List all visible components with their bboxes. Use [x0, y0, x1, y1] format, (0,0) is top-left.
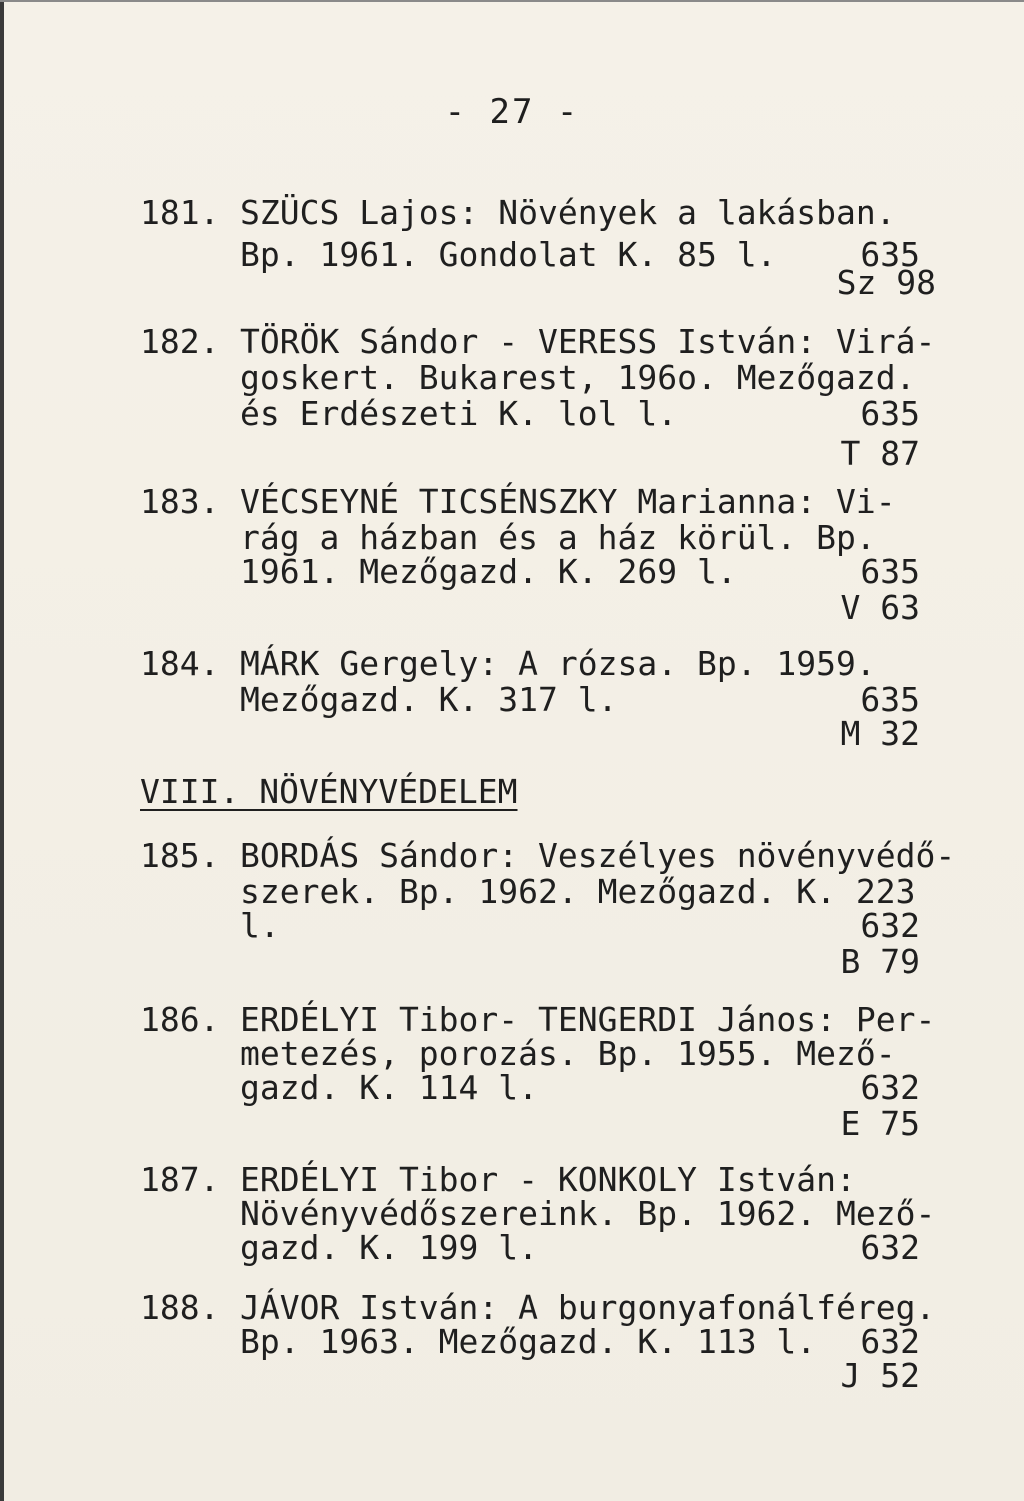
call-number-author: M 32: [840, 714, 920, 753]
call-number-author: J 52: [840, 1356, 920, 1395]
entry-text-line: 1961. Mezőgazd. K. 269 l.: [240, 552, 737, 591]
call-number-author: B 79: [840, 942, 920, 981]
entry-text-line: BORDÁS Sándor: Veszélyes növényvédő-: [240, 836, 956, 875]
call-number-author: Sz 98: [836, 263, 936, 302]
entry-text-line: goskert. Bukarest, 196o. Mezőgazd.: [240, 358, 916, 397]
entry-text-line: gazd. K. 199 l.: [240, 1228, 539, 1267]
entry-text-line: Bp. 1963. Mezőgazd. K. 113 l.: [240, 1322, 817, 1361]
entry-text-line: rág a házban és a ház körül. Bp.: [240, 518, 876, 557]
call-number-class: 635: [860, 680, 920, 719]
call-number-author: V 63: [840, 588, 920, 627]
entry-text-line: l.: [240, 906, 280, 945]
call-number-class: 635: [860, 394, 920, 433]
call-number-class: 635: [860, 235, 920, 274]
entry-text-line: ERDÉLYI Tibor- TENGERDI János: Per-: [240, 1000, 936, 1039]
page-left-edge: [0, 0, 4, 1501]
entry-text-line: VÉCSEYNÉ TICSÉNSZKY Marianna: Vi-: [240, 482, 896, 521]
page-number: - 27 -: [444, 92, 580, 132]
call-number-class: 632: [860, 1228, 920, 1267]
entry-number: 184.: [140, 644, 220, 683]
entry-text-line: ERDÉLYI Tibor - KONKOLY István:: [240, 1160, 856, 1199]
entry-text-line: Mezőgazd. K. 317 l.: [240, 680, 618, 719]
entry-number: 186.: [140, 1000, 220, 1039]
entry-text-line: metezés, porozás. Bp. 1955. Mező-: [240, 1034, 896, 1073]
entry-number: 181.: [140, 193, 220, 232]
call-number-class: 635: [860, 552, 920, 591]
entry-number: 187.: [140, 1160, 220, 1199]
entry-number: 185.: [140, 836, 220, 875]
call-number-class: 632: [860, 1068, 920, 1107]
entry-text-line: gazd. K. 114 l.: [240, 1068, 539, 1107]
page-top-edge: [0, 0, 1024, 2]
call-number-class: 632: [860, 906, 920, 945]
entry-text-line: és Erdészeti K. lol l.: [240, 394, 678, 433]
entry-number: 188.: [140, 1288, 220, 1327]
call-number-class: 632: [860, 1322, 920, 1361]
entry-text-line: SZÜCS Lajos: Növények a lakásban.: [240, 193, 896, 232]
entry-number: 183.: [140, 482, 220, 521]
entry-number: 182.: [140, 322, 220, 361]
entry-text-line: szerek. Bp. 1962. Mezőgazd. K. 223: [240, 872, 916, 911]
entry-text-line: JÁVOR István: A burgonyafonálféreg.: [240, 1288, 936, 1327]
entry-text-line: TÖRÖK Sándor - VERESS István: Virá-: [240, 322, 936, 361]
call-number-author: E 75: [840, 1104, 920, 1143]
entry-text-line: Növényvédőszereink. Bp. 1962. Mező-: [240, 1194, 936, 1233]
entry-text-line: MÁRK Gergely: A rózsa. Bp. 1959.: [240, 644, 876, 683]
section-heading: VIII. NÖVÉNYVÉDELEM: [140, 772, 518, 811]
entry-text-line: Bp. 1961. Gondolat K. 85 l.: [240, 235, 777, 274]
call-number-author: T 87: [840, 434, 920, 473]
